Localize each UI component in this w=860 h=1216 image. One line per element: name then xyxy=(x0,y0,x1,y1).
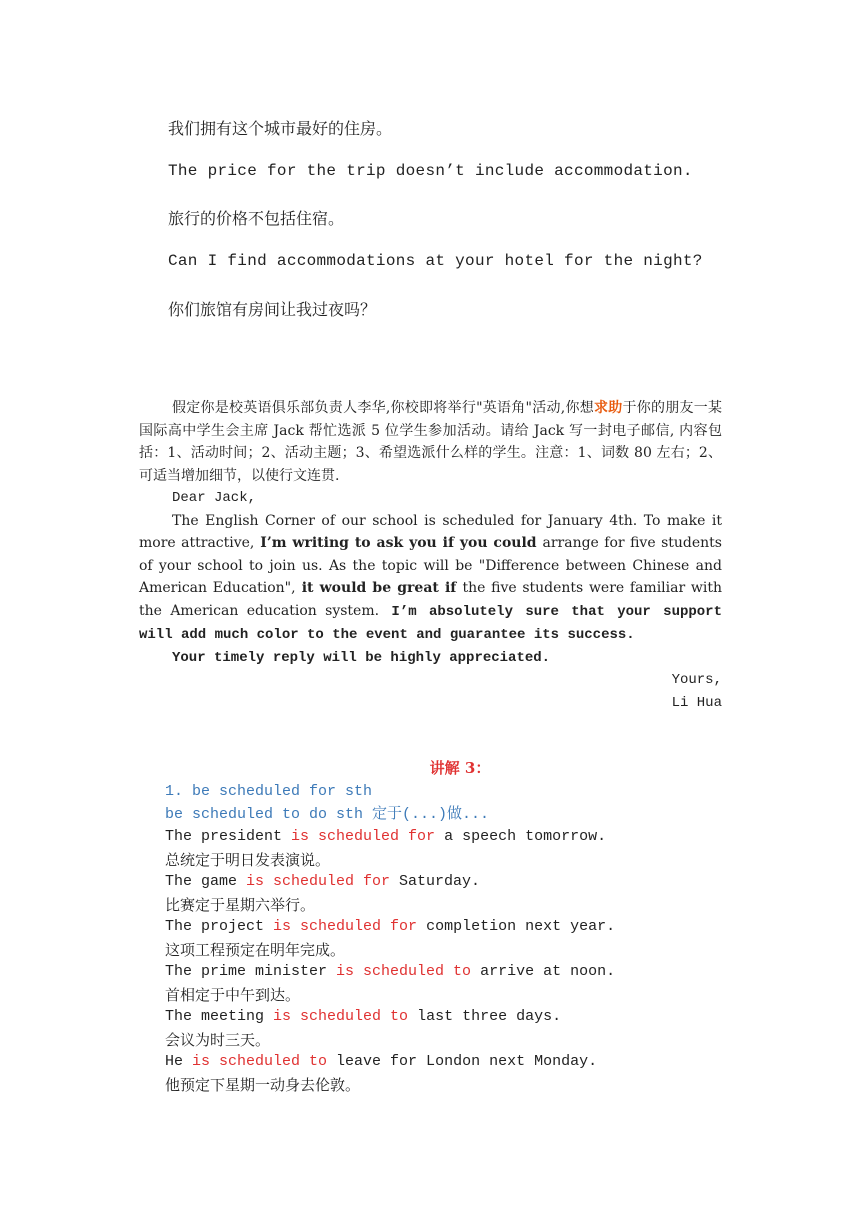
example-pre: The game xyxy=(165,873,247,890)
example-post: Saturday. xyxy=(399,873,481,890)
letter-body-bold-3: I’m absolutely sure that your support will add much color to the event and guarantee its success. xyxy=(139,603,722,643)
prompt-text-before: 假定你是校英语俱乐部负责人李华,你校即将举行"英语角"活动,你想 xyxy=(172,400,594,416)
example-sentence xyxy=(165,961,615,984)
example-translation: 会议为时三天。 xyxy=(165,1030,271,1049)
prompt-highlight: 求助 xyxy=(593,400,623,416)
example-cn-1: 我们拥有这个城市最好的住房。 xyxy=(168,119,393,138)
example-cn-2: 旅行的价格不包括住宿。 xyxy=(168,209,345,228)
example-en-1: The price for the trip doesn’t include accommodation. xyxy=(168,162,693,180)
example-pre: The project xyxy=(165,918,274,935)
letter-body xyxy=(139,510,722,647)
letter-body-part-3: the five students were familiar with the American education system. xyxy=(139,580,722,619)
lexicon-heading-2: be scheduled to do sth 定于(...)做... xyxy=(165,805,490,823)
example-highlight: is scheduled to xyxy=(336,963,481,980)
example-highlight: is scheduled to xyxy=(192,1053,337,1070)
example-post: a speech tomorrow. xyxy=(444,828,607,845)
example-translation: 首相定于中午到达。 xyxy=(165,985,301,1004)
letter-signoff: Yours, xyxy=(671,672,722,688)
example-sentence xyxy=(165,1006,615,1029)
example-sentence xyxy=(165,1051,615,1074)
example-pre: The meeting xyxy=(165,1008,274,1025)
example-highlight: is scheduled for xyxy=(291,828,445,845)
example-translation: 总统定于明日发表演说。 xyxy=(165,850,331,869)
letter-salutation: Dear Jack, xyxy=(172,490,257,506)
letter-body-part-2: arrange for five students of your school to join us. As the topic will be "Difference between Chinese and American Education", xyxy=(139,535,722,596)
letter-body-bold-2: it would be great if xyxy=(295,580,463,596)
writing-task xyxy=(139,397,722,714)
letter-closing-line: Your timely reply will be highly appreciated. xyxy=(172,649,551,666)
example-pre: He xyxy=(165,1053,193,1070)
example-translation: 这项工程预定在明年完成。 xyxy=(165,940,346,959)
example-highlight: is scheduled to xyxy=(273,1008,418,1025)
example-post: completion next year. xyxy=(426,918,616,935)
example-cn-3: 你们旅馆有房间让我过夜吗？ xyxy=(168,300,377,319)
example-translation: 他预定下星期一动身去伦敦。 xyxy=(165,1075,361,1094)
example-post: arrive at noon. xyxy=(480,963,616,980)
example-sentence xyxy=(165,871,615,894)
example-pre: The president xyxy=(165,828,292,845)
section-title: 讲解 3： xyxy=(429,759,491,777)
prompt-text-after: 于你的朋友一某国际高中学生会主席 Jack 帮忙选派 5 位学生参加活动。请给 Jack 写一封电子邮信, 内容包括：1、活动时间；2、活动主题；3、希望选派什么样的学生。注意：1、词数 80 左右；2、可适当增加细节，以使行文连贯. xyxy=(139,400,723,484)
example-en-2: Can I find accommodations at your hotel for the night? xyxy=(168,252,703,270)
example-highlight: is scheduled for xyxy=(246,873,400,890)
letter-name: Li Hua xyxy=(671,694,722,711)
example-post: last three days. xyxy=(417,1008,562,1025)
example-post: leave for London next Monday. xyxy=(336,1053,598,1070)
lexicon-heading-1: 1. be scheduled for sth xyxy=(165,783,373,800)
letter-body-bold-1: I’m writing to ask you if you could xyxy=(254,535,543,551)
example-sentence xyxy=(165,826,615,849)
example-translation: 比赛定于星期六举行。 xyxy=(165,895,316,914)
lexicon-section xyxy=(165,781,615,1096)
example-pre: The prime minister xyxy=(165,963,337,980)
letter-body-part-1: The English Corner of our school is scheduled for January 4th. To make it more attractive, xyxy=(139,512,722,551)
example-highlight: is scheduled for xyxy=(273,918,427,935)
example-sentence xyxy=(165,916,615,939)
task-prompt xyxy=(139,397,722,487)
